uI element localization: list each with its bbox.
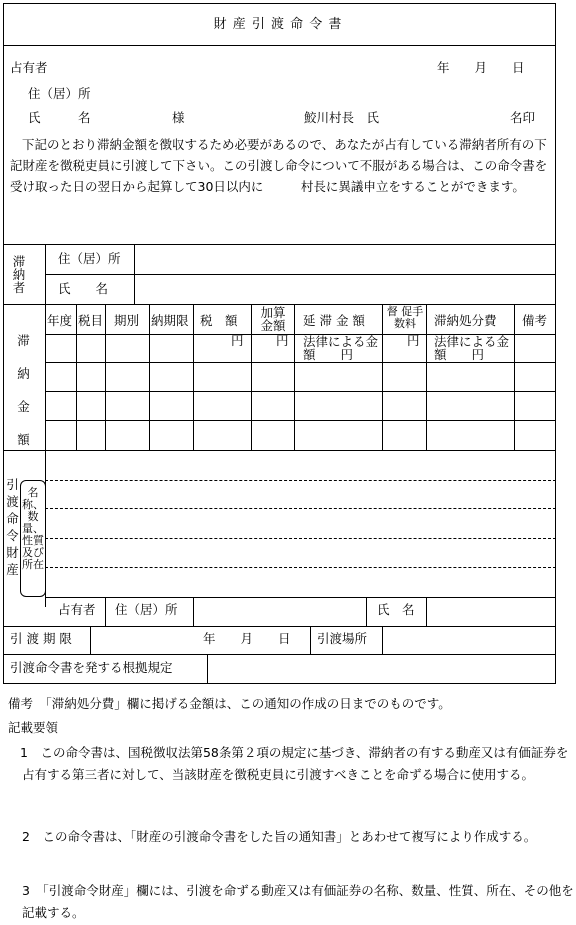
col-line [105, 597, 106, 626]
property-address-label: 住（居）所 [115, 602, 178, 617]
dashed-line [45, 538, 556, 539]
seal-mark: 名印 [510, 110, 536, 125]
col-line [426, 597, 427, 626]
col-line [76, 304, 77, 450]
col-header-disposal-cost: 滞納処分費 [434, 313, 497, 328]
dashed-line [45, 480, 556, 481]
instruction-item: 3 「引渡命令財産」欄には、引渡を命ずる動産又は有価証券の名称、数量、性質、所在、その他を記載する。 [22, 883, 574, 920]
delivery-date: 年 月 日 [203, 631, 291, 646]
issue-date: 年 月 日 [437, 60, 525, 75]
col-line [207, 654, 208, 684]
holder-name-label: 氏 名 [28, 110, 91, 125]
amount-side-label: 滞納金額 [17, 333, 30, 447]
divider [3, 450, 556, 451]
honorific: 様 [172, 110, 185, 125]
unit-yen: 円 [231, 333, 244, 348]
col-line [90, 626, 91, 654]
col-header-tax-amount: 税 額 [200, 313, 238, 328]
divider [45, 597, 556, 598]
divider [3, 654, 556, 655]
mayor-label: 鮫川村長 氏 [304, 110, 380, 125]
dashed-line [45, 567, 556, 568]
instruction-item: 1 この命令書は、国税徴収法第58条第２項の規定に基づき、滞納者の有する動産又は有価証券を占有する第三者に対して、当該財産を徴税吏員に引渡すべきことを命ずる場合に使用する。 [20, 745, 569, 782]
form-title: 財 産 引 渡 命 令 書 [213, 17, 343, 32]
col-line [294, 304, 295, 450]
divider [3, 45, 556, 46]
col-header-additional: 加算金額 [260, 305, 286, 334]
dashed-line [45, 508, 556, 509]
col-line [382, 304, 383, 450]
col-line [193, 304, 194, 450]
row-line [45, 391, 556, 392]
row-line [45, 420, 556, 421]
col-line [366, 597, 367, 626]
col-header-period: 期別 [114, 313, 140, 328]
col-line [193, 597, 194, 626]
col-header-late-fee: 延 滞 金 額 [303, 313, 365, 328]
remark-note: 備考 「滞納処分費」欄に掲げる金額は、この通知の作成の日までのものです。 [8, 696, 451, 711]
unit-legal-amount: 法律による金額 円 [303, 334, 379, 363]
basis-label: 引渡命令書を発する根拠規定 [10, 660, 173, 675]
delivery-place-label: 引渡場所 [317, 631, 368, 646]
unit-legal-amount: 法律による金額 円 [434, 334, 510, 363]
property-sub-label: 名称、数量、性質及び所在 [22, 486, 44, 571]
holder-address-label: 住（居）所 [28, 86, 91, 101]
col-header-remarks: 備考 [522, 313, 548, 328]
order-body-text: 下記のとおり滞納金額を徴収するため必要があるので、あなたが占有している滞納者所有の下記財産を徴税吏員に引渡して下さい。この引渡し命令について不服がある場合は、この命令書を受け取った日の翌日から起算して30日以内に 村長に異議申立をすることができます。 [10, 137, 548, 194]
delinquent-side-label: 滞納者 [12, 254, 26, 296]
divider [3, 626, 556, 627]
col-line [382, 626, 383, 654]
delivery-period-label: 引 渡 期 限 [10, 631, 72, 646]
property-side-label: 引渡命令財産 [6, 477, 19, 577]
col-line [251, 304, 252, 450]
col-line [105, 304, 106, 450]
instructions-heading: 記載要領 [8, 720, 59, 735]
row-line [45, 362, 556, 363]
col-header-year: 年度 [47, 313, 73, 328]
divider [3, 244, 556, 245]
property-holder-label: 占有者 [58, 602, 96, 617]
col-header-tax-type: 税目 [78, 313, 104, 328]
delinquent-address-label: 住（居）所 [58, 251, 121, 266]
instruction-item: 2 この命令書は、「財産の引渡命令書をした旨の通知書」とあわせて複写により作成する。 [22, 829, 537, 844]
unit-yen: 円 [407, 333, 420, 348]
property-name-label: 氏 名 [377, 602, 415, 617]
col-line [149, 304, 150, 450]
col-line [514, 304, 515, 450]
divider [45, 274, 556, 275]
delinquent-name-label: 氏 名 [58, 281, 109, 296]
holder-label: 占有者 [10, 60, 48, 75]
col-header-due-date: 納期限 [151, 313, 189, 328]
col-line [426, 304, 427, 450]
unit-yen: 円 [276, 333, 289, 348]
col-line [310, 626, 311, 654]
col-header-reminder-fee: 督 促手数料 [386, 305, 424, 330]
